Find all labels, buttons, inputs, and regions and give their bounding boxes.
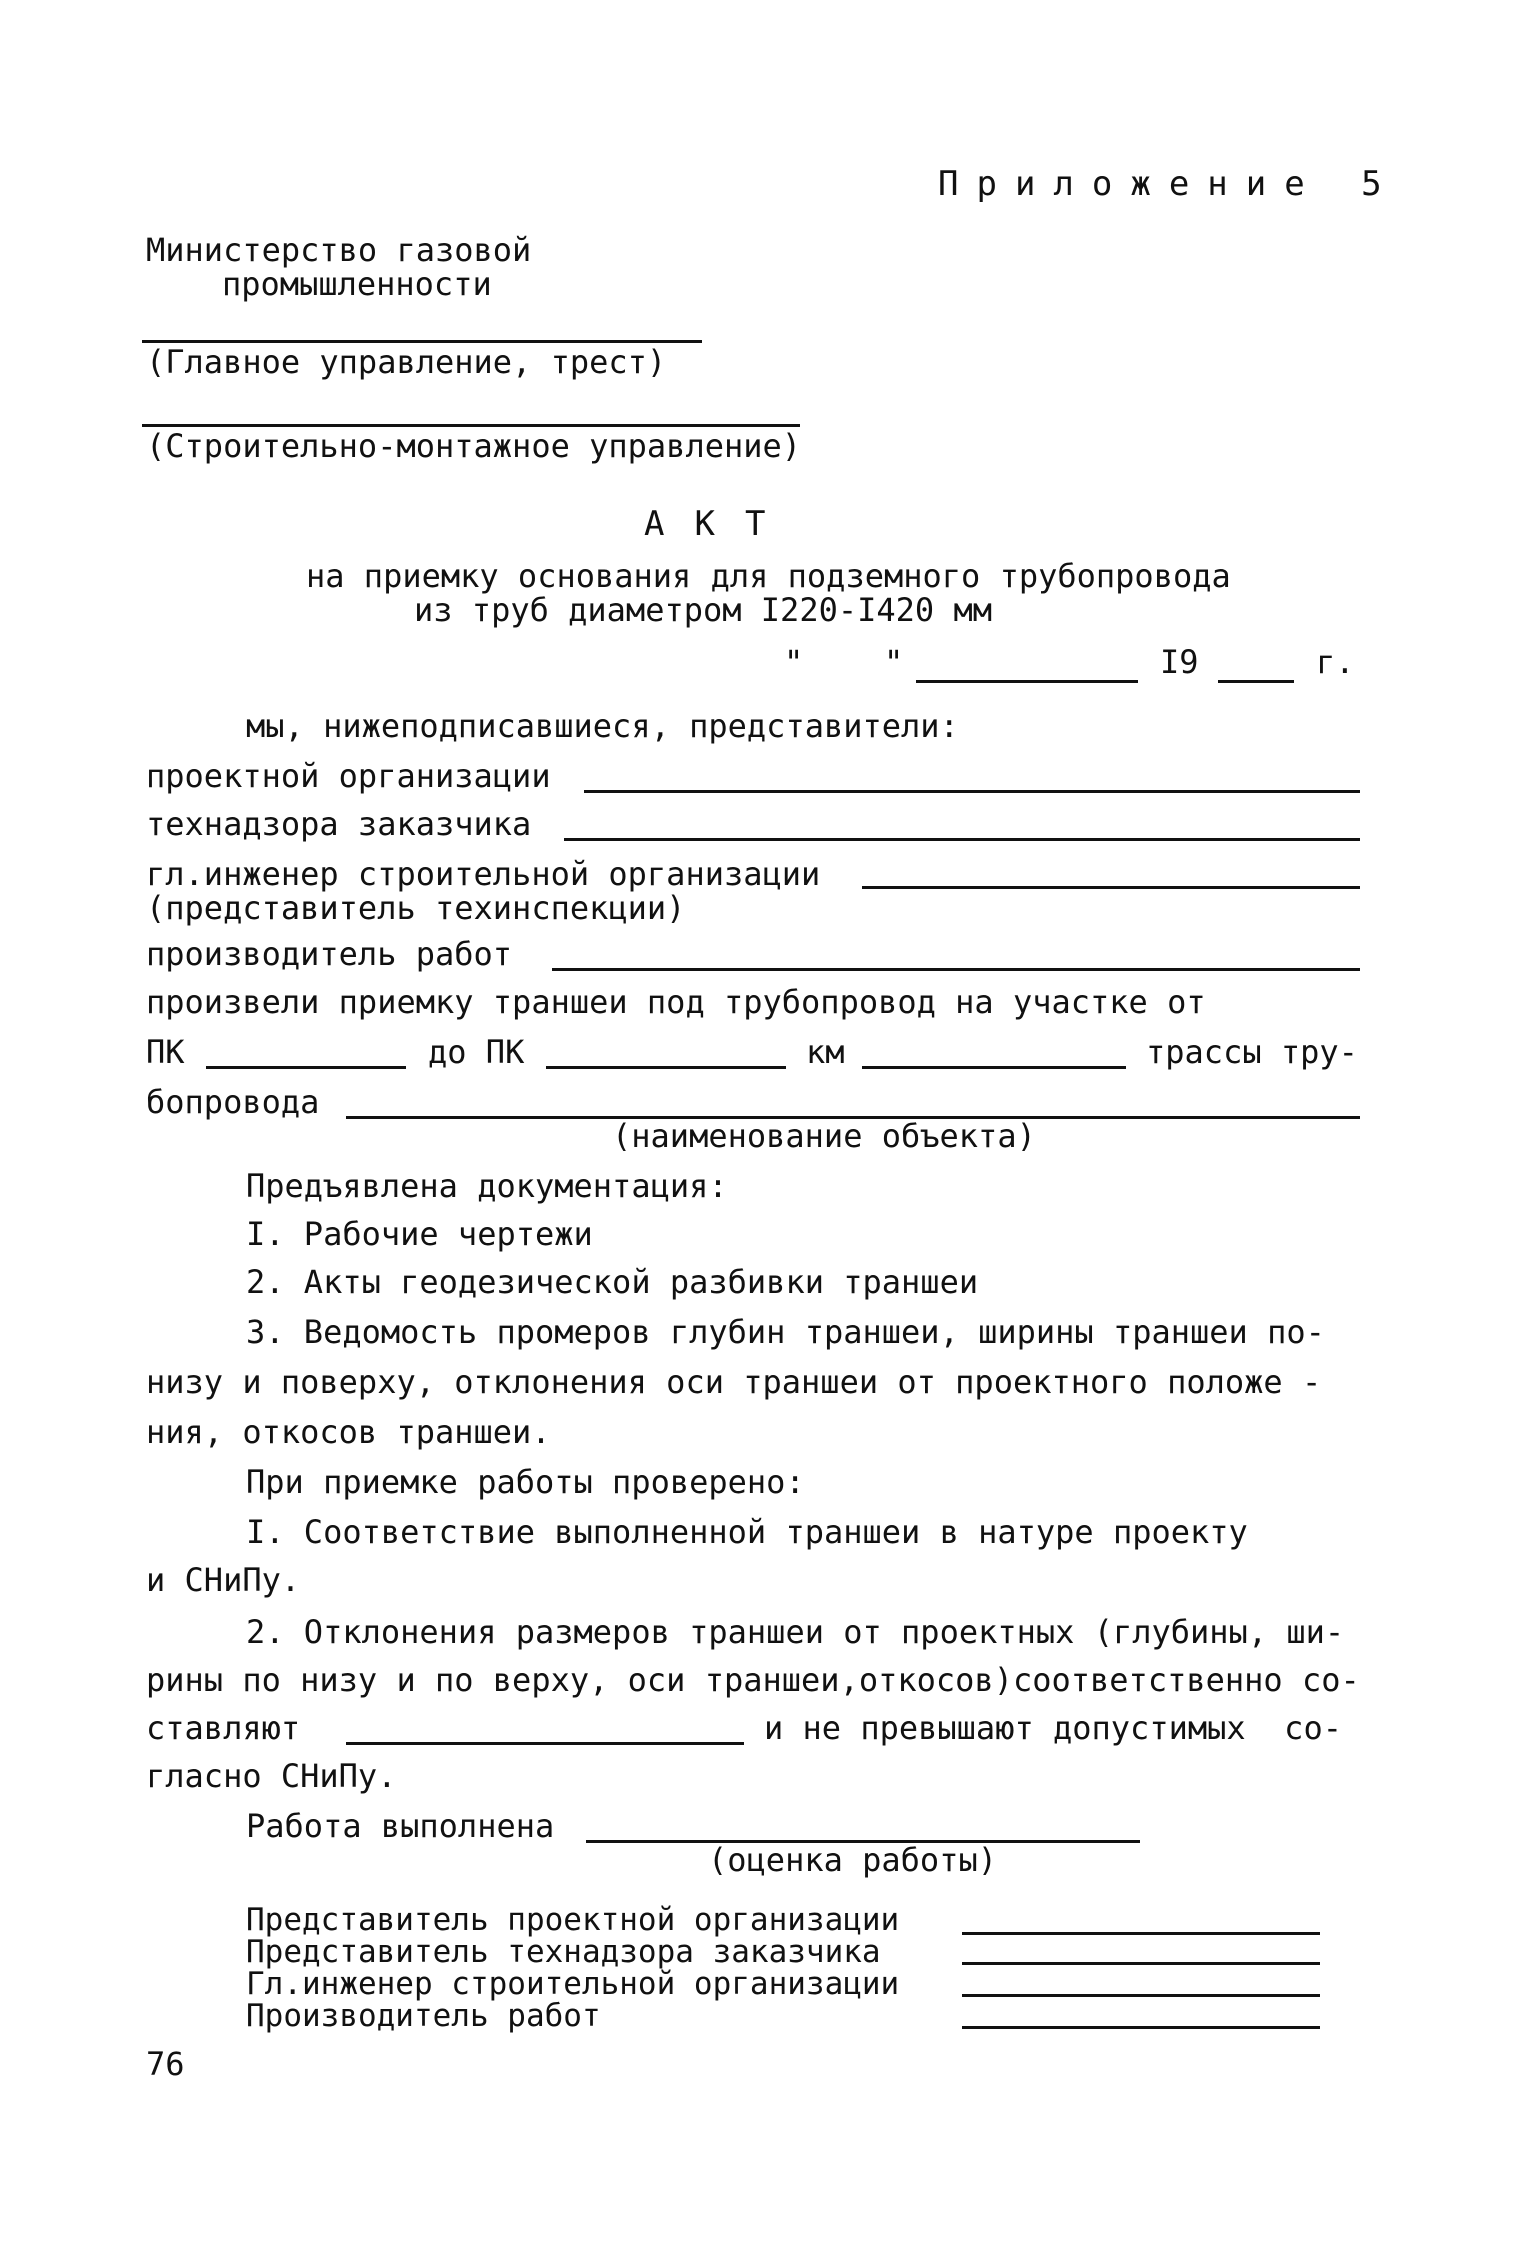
section-text: произвели приемку траншеи под трубопровод на участке от [146, 983, 1206, 1021]
documentation-item-3: 3. Ведомость промеров глубин траншеи, ширины траншеи по- [246, 1313, 1325, 1351]
checked-item-1-line2: и СНиПу. [146, 1561, 301, 1599]
checked-item-1: I. Соответствие выполненной траншеи в натуре проекту [246, 1513, 1248, 1551]
signature-design-org-label: Представитель проектной организации [246, 1902, 900, 1938]
pk-from-field[interactable] [206, 1066, 406, 1069]
checked-item-2-line3-end: и не превышают допустимых со- [764, 1709, 1342, 1747]
tech-supervision-field[interactable] [564, 838, 1360, 841]
checked-item-2-line2: рины по низу и по верху, оси траншеи,откосов)соответственно со- [146, 1661, 1360, 1699]
design-org-field[interactable] [584, 790, 1360, 793]
signature-design-org-field[interactable] [962, 1932, 1320, 1935]
km-label: км [806, 1033, 845, 1071]
tech-supervision-label: технадзора заказчика [146, 805, 532, 843]
signature-work-manager-label: Производитель работ [246, 1998, 601, 2034]
documentation-item-1: I. Рабочие чертежи [246, 1215, 593, 1253]
main-directorate-caption: (Главное управление, трест) [146, 343, 667, 381]
ministry-name-line2: промышленности [222, 265, 492, 303]
checked-item-2-line4: гласно СНиПу. [146, 1757, 397, 1795]
chief-engineer-label: гл.инженер строительной организации [146, 855, 821, 893]
result-label: Работа выполнена [246, 1807, 555, 1845]
km-field[interactable] [862, 1066, 1126, 1069]
design-org-label: проектной организации [146, 757, 551, 795]
deviation-value-field[interactable] [346, 1742, 744, 1745]
signature-work-manager-field[interactable] [962, 2026, 1320, 2029]
work-manager-label: производитель работ [146, 935, 513, 973]
pk-from-label: ПК [146, 1033, 185, 1071]
route-label: трассы тру- [1146, 1033, 1358, 1071]
signature-chief-engineer-label: Гл.инженер строительной организации [246, 1966, 900, 2002]
date-quote-close: " [884, 643, 904, 681]
document-subtitle-line2: из труб диаметром I220-I420 мм [414, 591, 992, 629]
date-quote-open: " [784, 643, 804, 681]
date-month-field[interactable] [916, 680, 1138, 683]
tech-inspection-label: (представитель техинспекции) [146, 889, 686, 927]
signature-chief-engineer-field[interactable] [962, 1994, 1320, 1997]
result-caption: (оценка работы) [708, 1841, 997, 1879]
ministry-name: Министерство газовой [146, 231, 532, 269]
object-name-caption: (наименование объекта) [612, 1117, 1036, 1155]
pk-to-label: до ПК [428, 1033, 525, 1071]
date-year-field[interactable] [1218, 680, 1294, 683]
pipeline-label: бопровода [146, 1083, 320, 1121]
appendix-label: Приложение 5 [938, 164, 1400, 204]
pk-to-field[interactable] [546, 1066, 786, 1069]
documentation-heading: Предъявлена документация: [246, 1167, 728, 1205]
page-number: 76 [146, 2045, 185, 2083]
document-title: АКТ [644, 504, 796, 544]
signature-tech-supervision-field[interactable] [962, 1962, 1320, 1965]
chief-engineer-field[interactable] [862, 886, 1360, 889]
intro-text: мы, нижеподписавшиеся, представители: [246, 707, 959, 745]
checked-item-2: 2. Отклонения размеров траншеи от проектных (глубины, ши- [246, 1613, 1345, 1651]
construction-directorate-caption: (Строительно-монтажное управление) [146, 427, 802, 465]
checked-item-2-line3-start: ставляют [146, 1709, 301, 1747]
documentation-item-2: 2. Акты геодезической разбивки траншеи [246, 1263, 979, 1301]
documentation-item-3-line2: низу и поверху, отклонения оси траншеи от проектного положе - [146, 1363, 1322, 1401]
signature-tech-supervision-label: Представитель технадзора заказчика [246, 1934, 881, 1970]
date-year-prefix: I9 [1160, 643, 1199, 681]
date-year-suffix: г. [1316, 643, 1355, 681]
documentation-item-3-line3: ния, откосов траншеи. [146, 1413, 551, 1451]
checked-heading: При приемке работы проверено: [246, 1463, 805, 1501]
document-subtitle: на приемку основания для подземного трубопровода [306, 557, 1231, 595]
work-manager-field[interactable] [552, 968, 1360, 971]
